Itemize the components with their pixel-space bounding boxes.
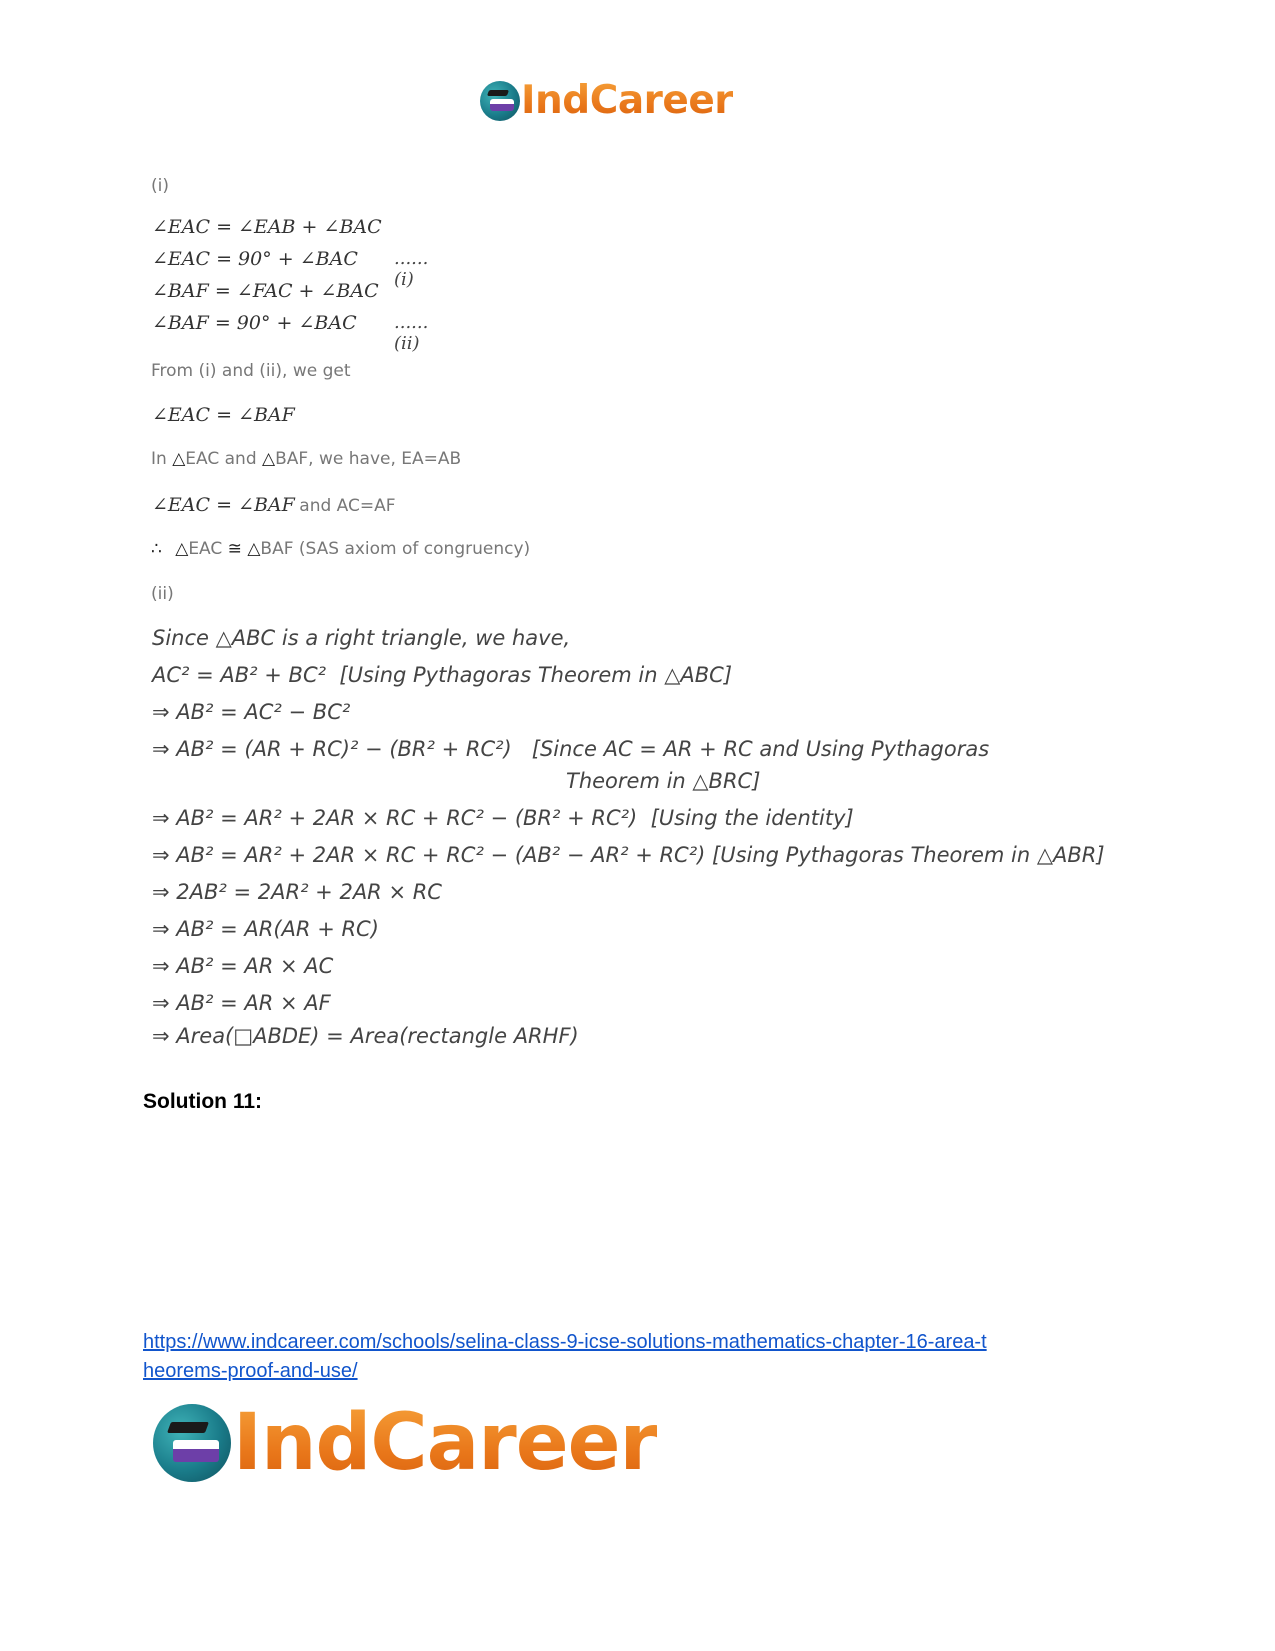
triangle-statement: In △EAC and △BAF, we have, EA=AB [151, 449, 462, 469]
proof-line: ⇒ 2AB² = 2AR² + 2AR × RC [152, 880, 442, 904]
proof-line: ⇒ Area(□ABDE) = Area(rectangle ARHF) [152, 1024, 579, 1048]
equation-line [152, 280, 382, 312]
equation: ∠EAC = 90° + ∠BAC [152, 248, 358, 270]
equation-tag: ......(ii) [394, 312, 429, 354]
proof-line: AC² = AB² + BC² [Using Pythagoras Theorem in △ABC] [152, 663, 733, 687]
triangle-icon: △ [175, 539, 189, 559]
proof-line: ⇒ AB² = AR(AR + RC) [152, 917, 379, 941]
logo-text: IndCareer [521, 78, 733, 123]
equation: ∠BAF = 90° + ∠BAC [152, 312, 357, 334]
proof-line: ⇒ AB² = AR × AC [152, 954, 334, 978]
part-i-label: (i) [151, 176, 169, 196]
proof-line: Theorem in △BRC] [566, 769, 761, 793]
logo-globe-icon [153, 1404, 231, 1482]
equation-line [152, 312, 429, 354]
proof-line: ⇒ AB² = AR² + 2AR × RC + RC² − (AB² − AR² + RC²) [Using Pythagoras Theorem in △ABR] [152, 843, 1105, 867]
source-link[interactable]: https://www.indcareer.com/schools/selina-class-9-icse-solutions-mathematics-chapter-16-area-t heorems-proof-and-use/ [143, 1331, 987, 1382]
part-ii-label: (ii) [151, 584, 174, 604]
proof [152, 626, 1105, 1061]
solution-heading: Solution 11: [143, 1090, 263, 1113]
header-logo [480, 78, 733, 123]
logo-text: IndCareer [233, 1398, 657, 1488]
equation: ∠BAF = ∠FAC + ∠BAC [152, 280, 379, 302]
proof-line: Since △ABC is a right triangle, we have, [152, 626, 571, 650]
triangle-icon: △ [172, 449, 186, 469]
proof-line: ⇒ AB² = AR × AF [152, 991, 331, 1015]
proof-line: ⇒ AB² = (AR + RC)² − (BR² + RC²) [Since AC = AR + RC and Using Pythagoras [152, 737, 990, 761]
angle-equations [152, 216, 429, 354]
logo-globe-icon [480, 81, 520, 121]
proof-line: ⇒ AB² = AC² − BC² [152, 700, 351, 724]
triangle-icon: △ [262, 449, 276, 469]
equation: ∠EAC = ∠EAB + ∠BAC [152, 216, 382, 238]
congruency-statement: ∴ △EAC ≅ △BAF (SAS axiom of congruency) [151, 539, 531, 559]
proof-line: ⇒ AB² = AR² + 2AR × RC + RC² − (BR² + RC²) [Using the identity] [152, 806, 854, 830]
equation-line [152, 216, 382, 248]
equation-line [152, 248, 429, 290]
therefore-symbol: ∴ [151, 539, 162, 559]
triangle-icon: △ [247, 539, 261, 559]
from-text: From (i) and (ii), we get [151, 361, 351, 381]
angle-result: ∠EAC = ∠BAF [152, 404, 295, 426]
equation-tag: ......(i) [394, 248, 429, 290]
footer-logo [153, 1398, 657, 1488]
angle-and-sides: ∠EAC = ∠BAF and AC=AF [152, 494, 396, 516]
congruent-symbol: ≅ [227, 539, 242, 559]
